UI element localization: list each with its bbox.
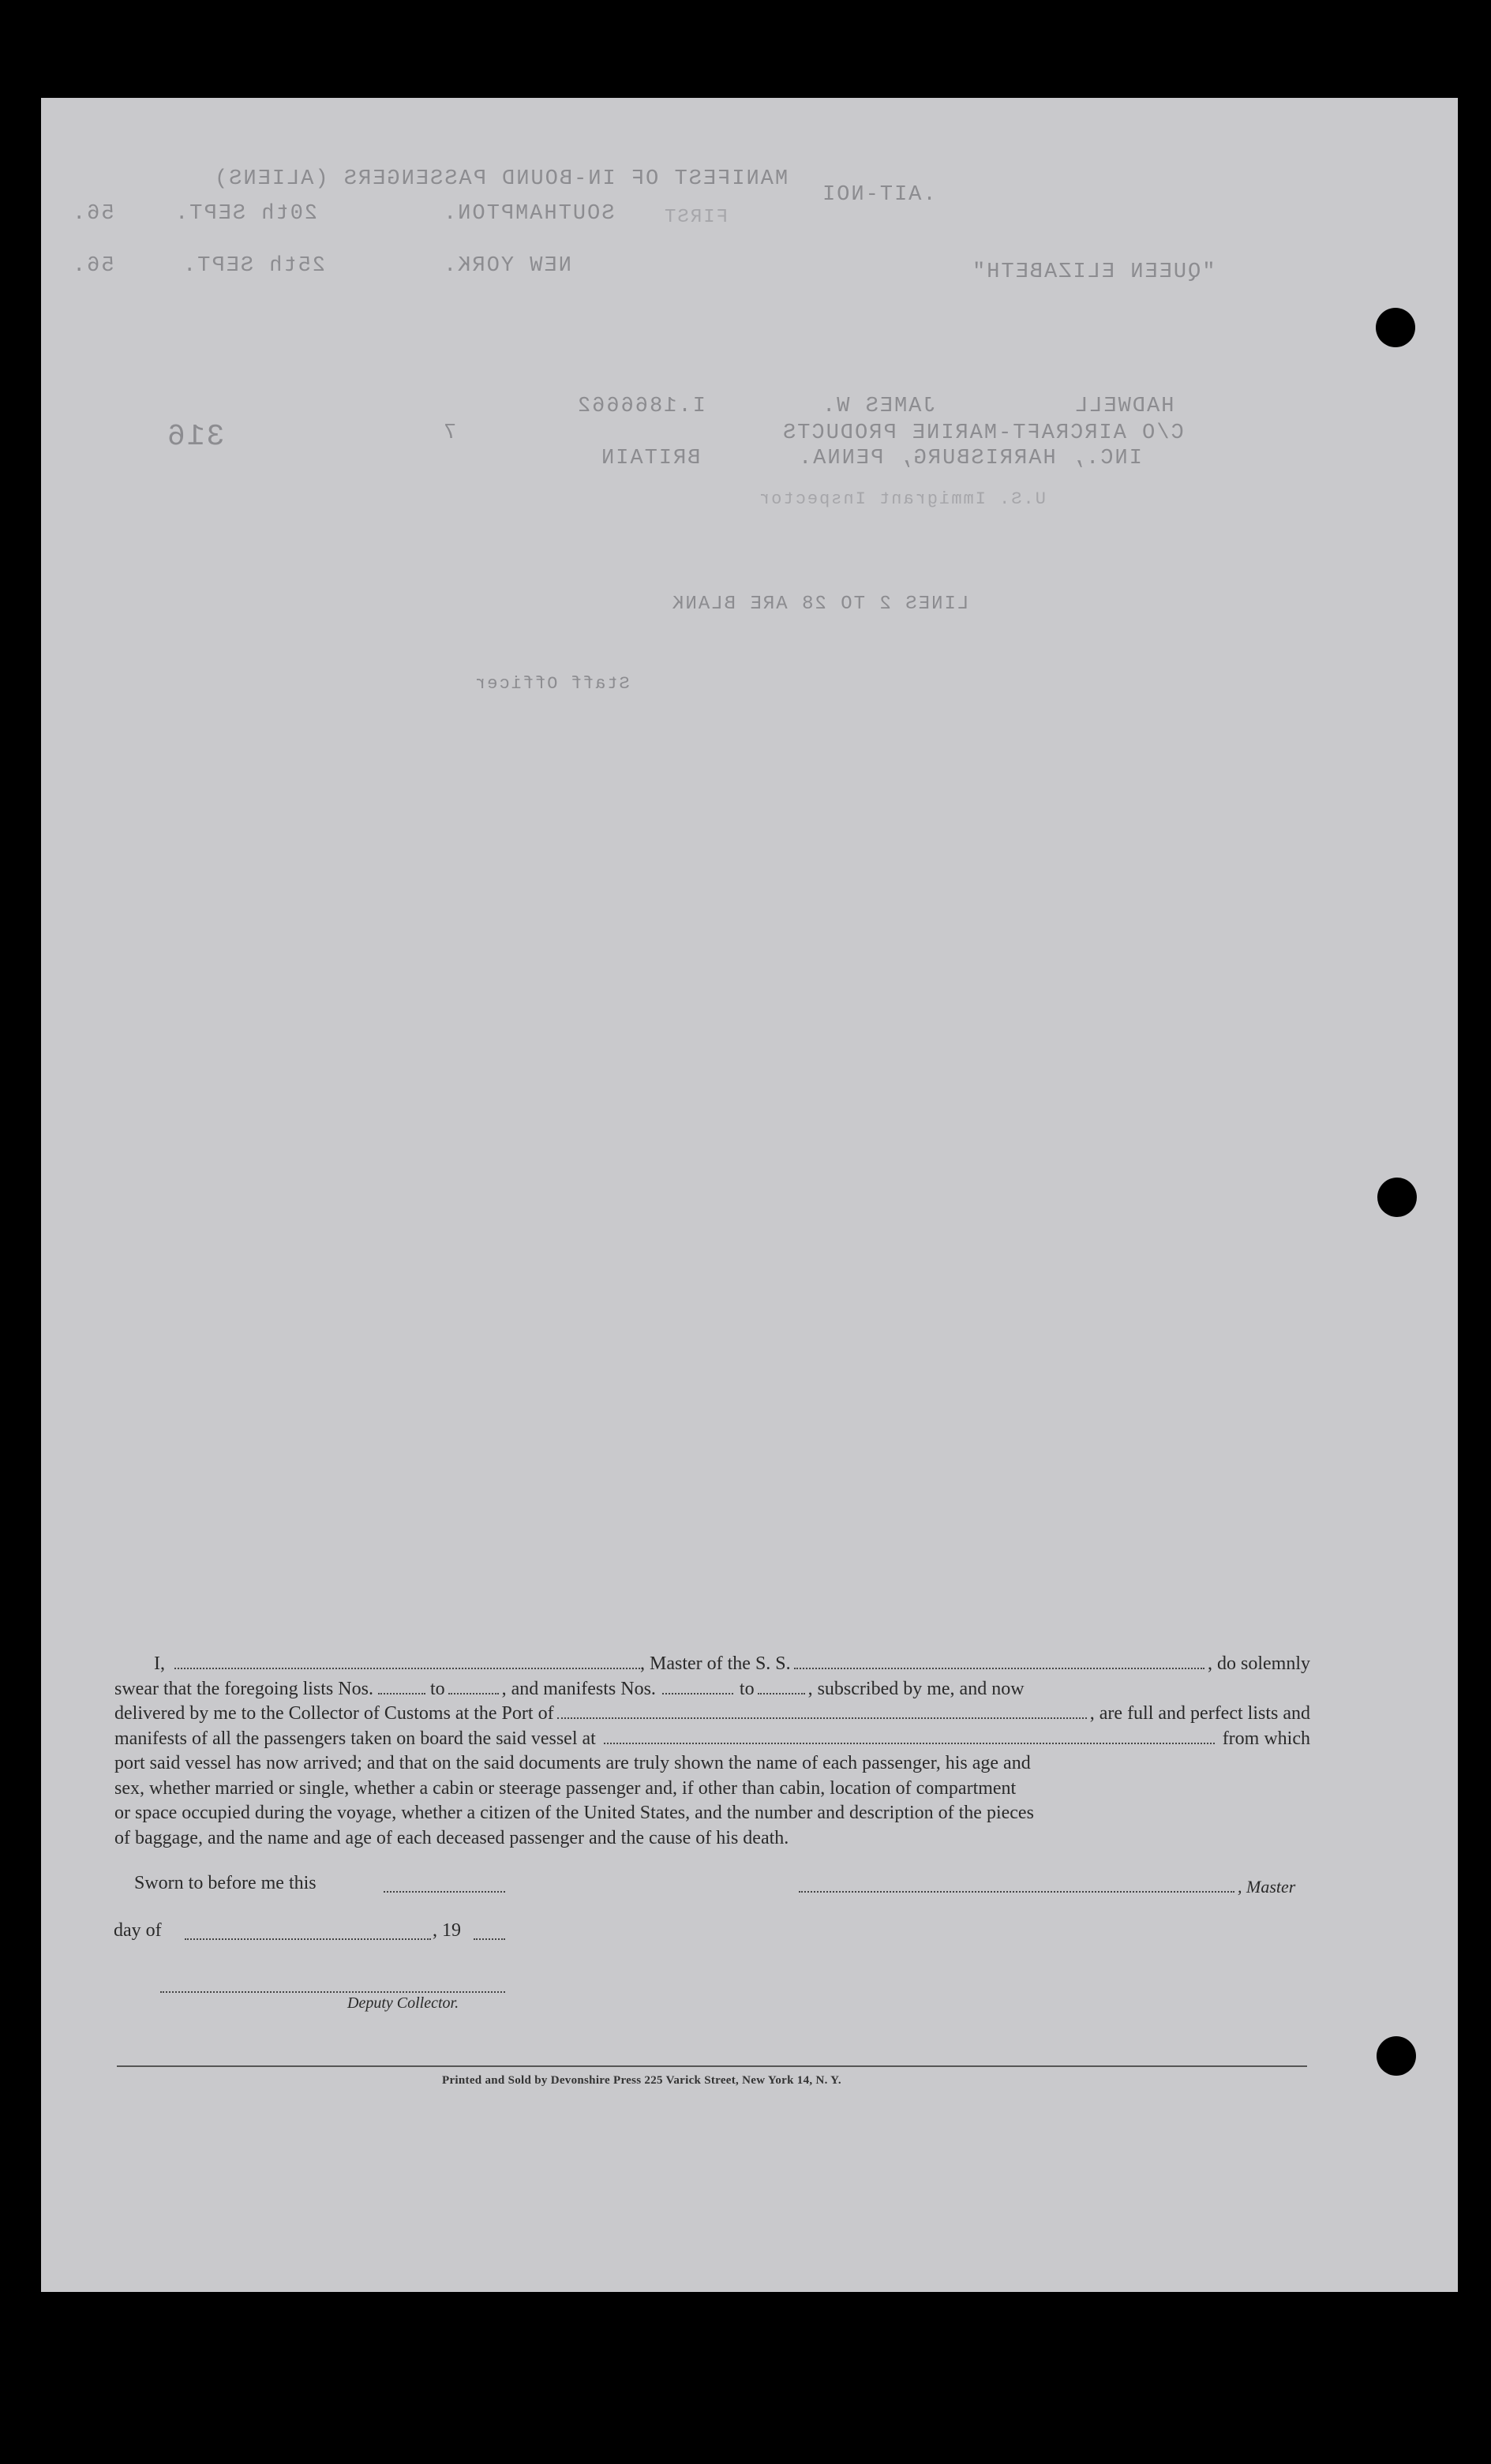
punch-hole-bottom: [1377, 2036, 1416, 2076]
printer-imprint: Printed and Sold by Devonshire Press 225 Varick Street, New York 14, N. Y.: [442, 2074, 841, 2087]
mirror-given-name: JAMES W.: [821, 395, 936, 418]
port-blank: [557, 1703, 1087, 1719]
mirror-address-2: INC., HARRISBURG, PENNA.: [797, 447, 1142, 470]
mirror-arrival-year: 56.: [71, 254, 114, 278]
master-label: , Master: [1238, 1877, 1296, 1897]
mirror-title: MANIFEST OF IN-BOUND PASSENGERS (ALIENS): [213, 167, 789, 191]
mirror-arrival-date: 25th SEPT.: [182, 254, 326, 278]
ship-name-blank: [794, 1653, 1204, 1669]
mirror-arrival-port: NEW YORK.: [442, 254, 571, 278]
oath-line7: or space occupied during the voyage, whether a citizen of the United States, and the number and description of the pieces: [114, 1803, 1034, 1823]
list-to-blank: [448, 1679, 499, 1694]
oath-line4-b: from which: [1222, 1728, 1310, 1749]
day-of-label: day of: [114, 1920, 162, 1941]
oath-line1-start: I,: [154, 1653, 165, 1674]
oath-line8: of baggage, and the name and age of each deceased passenger and the cause of his death.: [114, 1827, 789, 1848]
oath-line1-end: , do solemnly: [1208, 1653, 1310, 1674]
oath-line2-a: swear that the foregoing lists Nos.: [114, 1678, 373, 1699]
mirror-address-1: C/O AIRCRAFT-MARINE PRODUCTS: [781, 421, 1184, 445]
mirror-date-from: 20th SEPT.: [174, 202, 318, 226]
deputy-signature-blank: [160, 1977, 505, 1993]
manifest-sheet: [41, 98, 1458, 2292]
oath-line6: sex, whether married or single, whether a cabin or steerage passenger and, if other than cabin, location of compartment: [114, 1777, 1017, 1799]
oath-line3-a: delivered by me to the Collector of Customs at the Port of: [114, 1703, 554, 1724]
oath-line1-mid: , Master of the S. S.: [640, 1653, 791, 1674]
oath-line4-a: manifests of all the passengers taken on board the said vessel at: [114, 1728, 596, 1749]
oath-line5: port said vessel has now arrived; and that on the said documents are truly shown the name of each passenger, his age and: [114, 1753, 1031, 1773]
oath-line2-d: to: [739, 1678, 755, 1699]
mirror-blank-lines: LINES 2 TO 28 ARE BLANK: [671, 594, 969, 615]
mirror-country: BRITAIN: [600, 447, 701, 470]
manifest-to-blank: [758, 1679, 805, 1694]
mirror-year-from: 56.: [71, 202, 114, 226]
punch-hole-top: [1376, 308, 1415, 347]
mirror-row-number: 316: [166, 420, 225, 454]
punch-hole-middle: [1377, 1178, 1417, 1217]
oath-line2-c: , and manifests Nos.: [501, 1678, 656, 1699]
mirror-class: FIRST: [663, 207, 729, 228]
list-from-blank: [378, 1679, 425, 1694]
master-name-blank: [174, 1653, 640, 1669]
mirror-ship-code: .AIT-NOI: [821, 183, 936, 207]
mirror-ship-name: "QUEEN ELIZABETH": [971, 260, 1216, 284]
mirror-stamp: U.S. Immigrant Inspector: [758, 489, 1046, 509]
oath-line3-b: , are full and perfect lists and: [1089, 1703, 1310, 1724]
year-blank: [474, 1924, 505, 1940]
oath-line2-b: to: [429, 1678, 445, 1699]
embark-port-blank: [604, 1728, 1215, 1744]
mirror-port: SOUTHAMPTON.: [442, 202, 615, 226]
year-label: , 19: [433, 1920, 461, 1941]
mirror-document: I.1866662: [576, 395, 706, 418]
sworn-date-blank: [384, 1877, 505, 1893]
mirror-age: 7: [442, 421, 457, 445]
mirror-surname: HADWELL: [1073, 395, 1174, 418]
master-signature-blank: [799, 1877, 1234, 1893]
footer-rule: [117, 2065, 1307, 2067]
month-blank: [185, 1924, 431, 1940]
sworn-label: Sworn to before me this: [134, 1873, 317, 1893]
deputy-label: Deputy Collector.: [347, 1994, 459, 2012]
oath-line2-e: , subscribed by me, and now: [807, 1678, 1025, 1699]
manifest-from-blank: [662, 1679, 733, 1694]
mirror-officer: Staff Officer: [474, 674, 630, 694]
master-oath: [114, 1652, 1310, 1851]
